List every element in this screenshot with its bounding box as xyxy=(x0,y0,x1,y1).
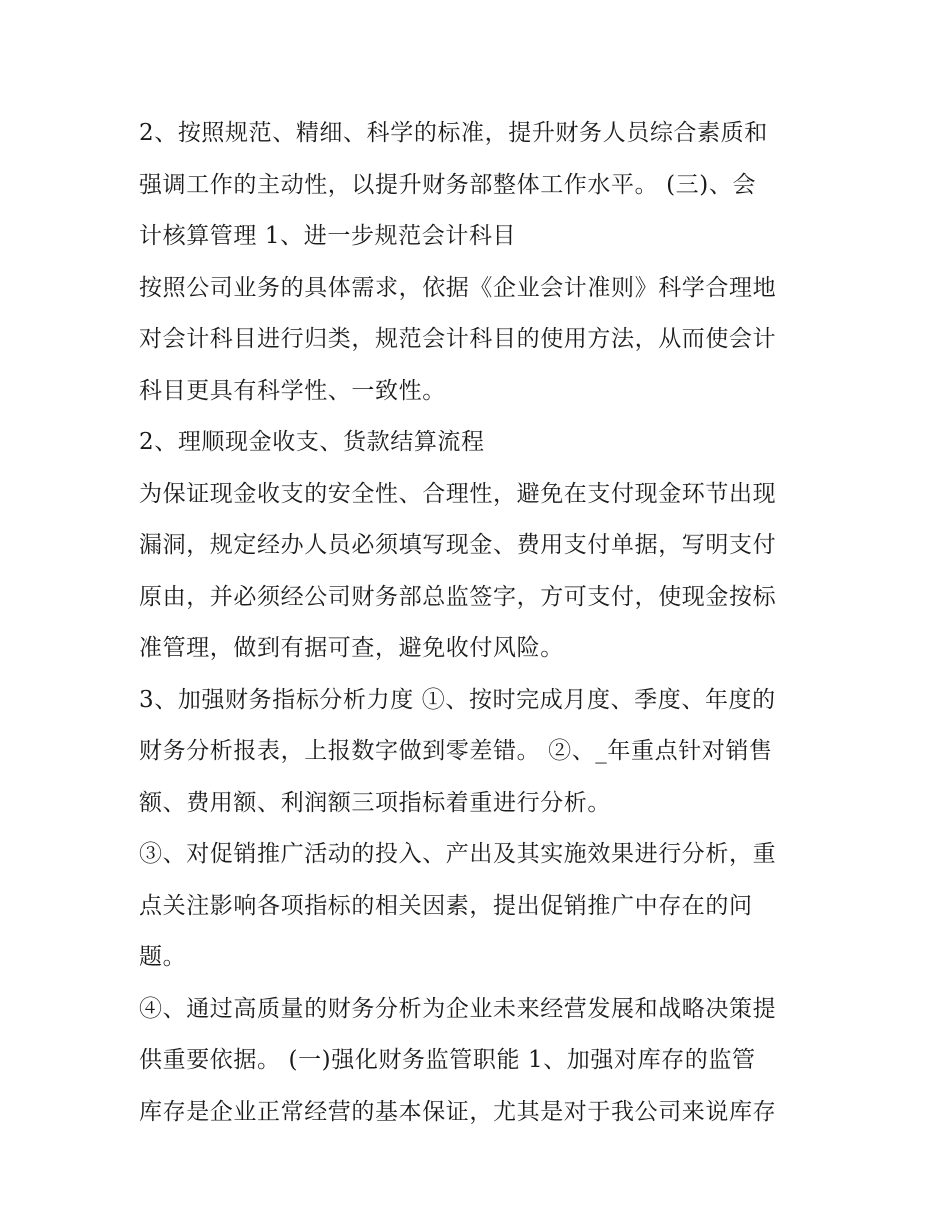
text-line: 2、理顺现金收支、货款结算流程 xyxy=(139,429,485,455)
text-line: 供重要依据。 (一)强化财务监管职能 1、加强对库存的监管 xyxy=(139,1047,756,1073)
text-line: 3、加强财务指标分析力度 ①、按时完成月度、季度、年度的 xyxy=(139,686,776,713)
text-line: 点关注影响各项指标的相关因素，提出促销推广中存在的问 xyxy=(139,892,753,919)
text-line: 漏洞，规定经办人员必须填写现金、费用支付单据，写明支付 xyxy=(139,532,777,558)
document-body xyxy=(139,108,819,1138)
text-line: 财务分析报表，上报数字做到零差错。 ②、_年重点针对销售 xyxy=(139,738,773,764)
text-line: 计核算管理 1、进一步规范会计科目 xyxy=(139,223,517,249)
text-line: 准管理，做到有据可查，避免收付风险。 xyxy=(139,635,564,661)
text-line: 科目更具有科学性、一致性。 xyxy=(139,377,446,404)
text-line: 对会计科目进行归类，规范会计科目的使用方法，从而使会计 xyxy=(139,326,777,352)
text-line: 题。 xyxy=(139,944,187,970)
text-line: 库存是企业正常经营的基本保证，尤其是对于我公司来说库存 xyxy=(139,1098,777,1125)
text-line: 额、费用额、利润额三项指标着重进行分析。 xyxy=(139,789,611,816)
text-line: 强调工作的主动性，以提升财务部整体工作水平。 (三)、会 xyxy=(139,171,757,198)
text-line: 2、按照规范、精细、科学的标准，提升财务人员综合素质和 xyxy=(139,120,768,146)
text-line: ④、通过高质量的财务分析为企业未来经营发展和战略决策提 xyxy=(139,995,777,1022)
text-line: ③、对促销推广活动的投入、产出及其实施效果进行分析，重 xyxy=(139,841,777,867)
text-line: 原由，并必须经公司财务部总监签字，方可支付，使现金按标 xyxy=(139,583,777,610)
text-line: 按照公司业务的具体需求，依据《企业会计准则》科学合理地 xyxy=(139,274,777,301)
text-line: 为保证现金收支的安全性、合理性，避免在支付现金环节出现 xyxy=(139,480,777,507)
